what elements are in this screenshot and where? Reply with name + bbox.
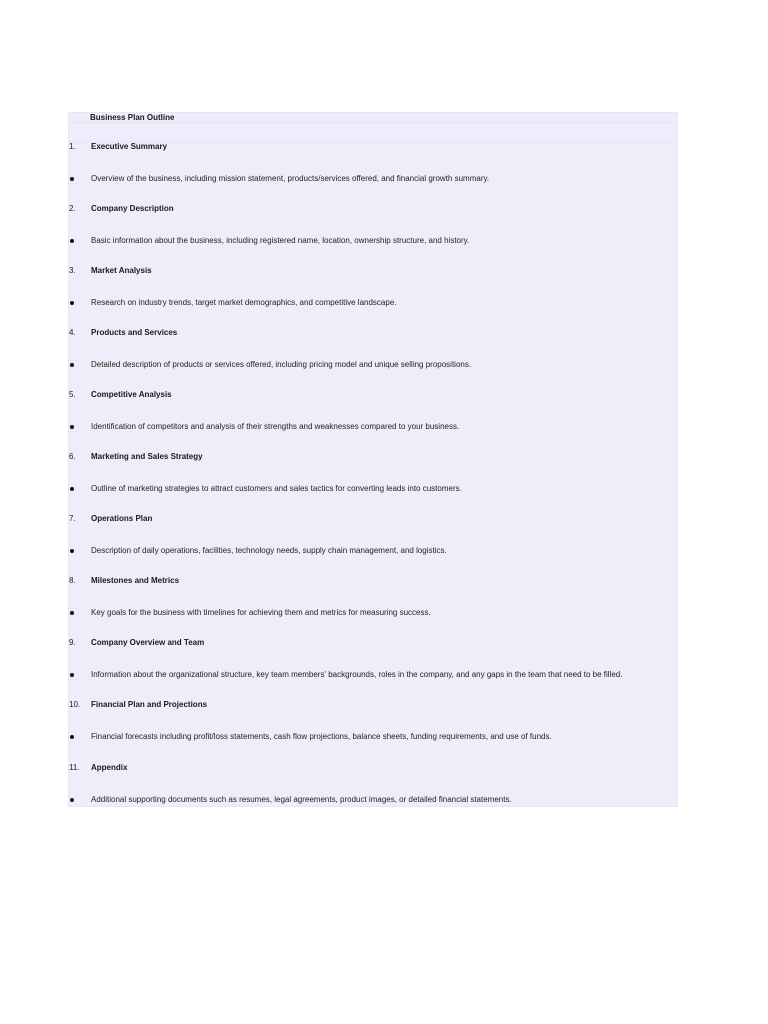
section-heading-row (69, 265, 679, 277)
section-heading-row (69, 699, 679, 711)
section-number: 4. (69, 328, 76, 337)
section-heading-row (69, 141, 679, 153)
section-number: 6. (69, 452, 76, 461)
section-description: Outline of marketing strategies to attract customers and sales tactics for converting leads into customers. (91, 484, 462, 493)
section-number: 2. (69, 204, 76, 213)
section-heading: Operations Plan (91, 514, 153, 523)
section-description: Information about the organizational structure, key team members' backgrounds, roles in the company, and any gaps in the team that need to be filled. (91, 670, 623, 679)
section-heading-row (69, 389, 679, 401)
section-description-row (69, 359, 679, 371)
bullet-icon (70, 239, 74, 243)
section-number: 5. (69, 390, 76, 399)
bullet-icon (70, 487, 74, 491)
document-title: Business Plan Outline (90, 113, 175, 122)
section-description: Overview of the business, including mission statement, products/services offered, and financial growth summary. (91, 174, 490, 183)
outline-list (68, 143, 678, 807)
section-number: 1. (69, 142, 76, 151)
bullet-icon (70, 177, 74, 181)
section-number: 11. (69, 763, 80, 772)
bullet-icon (70, 611, 74, 615)
section-description: Basic information about the business, including registered name, location, ownership structure, and history. (91, 236, 470, 245)
bullet-icon (70, 735, 74, 739)
section-description-row (69, 545, 679, 557)
section-heading: Products and Services (91, 328, 178, 337)
section-description-row (69, 483, 679, 495)
bullet-icon (70, 301, 74, 305)
section-description: Additional supporting documents such as resumes, legal agreements, product images, or detailed financial statements. (91, 795, 512, 804)
section-description-row (69, 235, 679, 247)
section-description-row (69, 421, 679, 433)
section-heading-row (69, 327, 679, 339)
bullet-icon (70, 673, 74, 677)
section-heading: Milestones and Metrics (91, 576, 180, 585)
section-description-row (69, 607, 679, 619)
section-heading-row (69, 513, 679, 525)
section-description: Research on industry trends, target market demographics, and competitive landscape. (91, 298, 397, 307)
section-heading: Financial Plan and Projections (91, 700, 208, 709)
bullet-icon (70, 798, 74, 802)
section-number: 10. (69, 700, 81, 709)
section-number: 9. (69, 638, 76, 647)
bullet-icon (70, 549, 74, 553)
bullet-icon (70, 425, 74, 429)
spacer-row (68, 123, 678, 143)
section-heading-row (69, 637, 679, 649)
section-description: Identification of competitors and analysis of their strengths and weaknesses compared to your business. (91, 422, 460, 431)
section-description-row (69, 794, 679, 806)
section-heading-row (69, 762, 679, 774)
section-heading-row (69, 203, 679, 215)
section-description-row (69, 297, 679, 309)
section-heading: Market Analysis (91, 266, 152, 275)
section-number: 3. (69, 266, 76, 275)
section-number: 7. (69, 514, 76, 523)
section-heading-row (69, 575, 679, 587)
section-heading-row (69, 451, 679, 463)
section-heading: Company Overview and Team (91, 638, 205, 647)
section-description-row (69, 669, 679, 681)
section-description: Description of daily operations, facilities, technology needs, supply chain management, and logistics. (91, 546, 447, 555)
section-description-row (69, 173, 679, 185)
bullet-icon (70, 363, 74, 367)
section-description-row (69, 731, 679, 743)
section-number: 8. (69, 576, 76, 585)
section-heading: Company Description (91, 204, 174, 213)
section-heading: Appendix (91, 763, 128, 772)
section-heading: Competitive Analysis (91, 390, 172, 399)
section-description: Financial forecasts including profit/loss statements, cash flow projections, balance sheets, funding requirements, and use of funds. (91, 732, 552, 741)
section-heading: Executive Summary (91, 142, 168, 151)
section-description: Detailed description of products or services offered, including pricing model and unique selling propositions. (91, 360, 472, 369)
section-heading: Marketing and Sales Strategy (91, 452, 203, 461)
section-description: Key goals for the business with timelines for achieving them and metrics for measuring success. (91, 608, 431, 617)
